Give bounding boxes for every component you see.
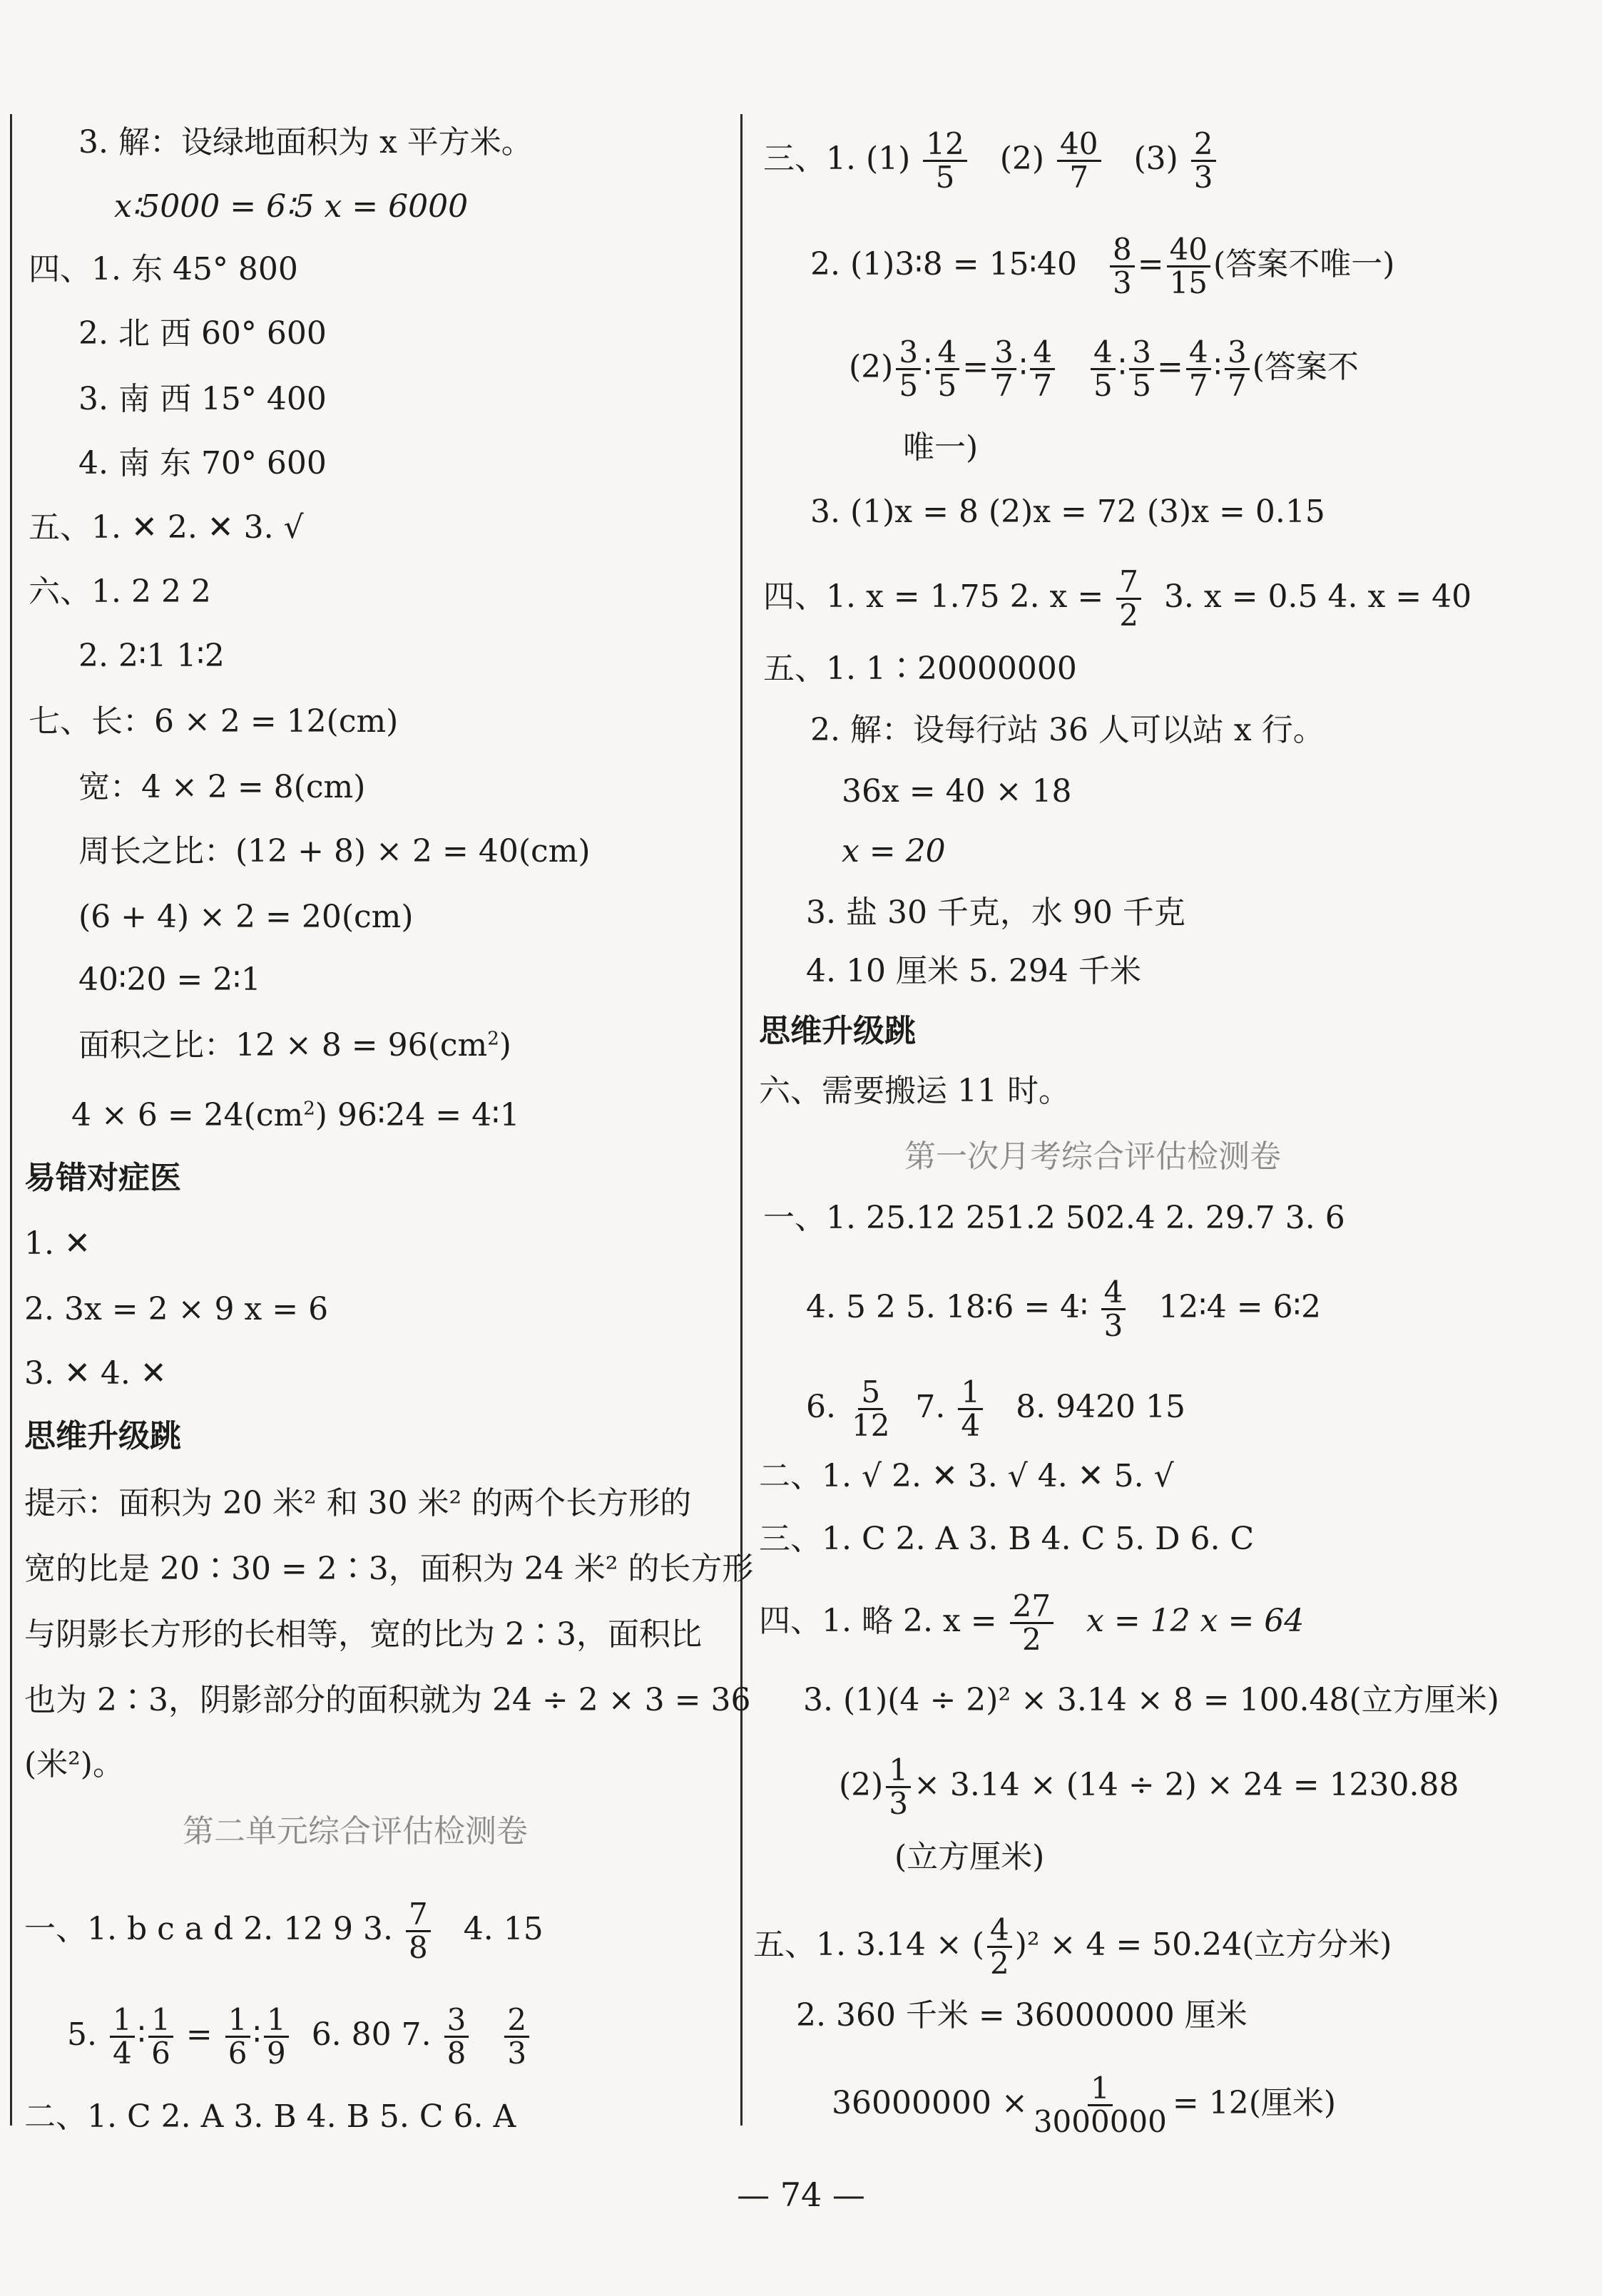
text-run: 12∶4 = 6∶2 xyxy=(1158,1289,1322,1326)
answer-line: 2. (1)3∶8 = 15∶40 $\frac{8}{3}$ = $\frac{40}{15}$ (答案不唯一) xyxy=(810,232,1395,301)
answer-line: 3. (1)x = 8 (2)x = 72 (3)x = 0.15 xyxy=(810,494,1325,530)
text-run: 一、1. b c a d 2. 12 9 3. xyxy=(24,1911,394,1948)
answer-line: 一、1. 25.12 251.2 502.4 2. 29.7 3. 6 xyxy=(763,1200,1345,1236)
text-run: 五、1. 3.14 × ( xyxy=(753,1927,984,1964)
answer-line: 2. 2∶1 1∶2 xyxy=(78,638,225,674)
answer-line: 3. ✕ 4. ✕ xyxy=(24,1355,167,1392)
page-number: — 74 — xyxy=(737,2175,865,2214)
text-run: 4. 5 2 5. 18∶6 = 4∶ xyxy=(806,1289,1088,1326)
text-run: 四、1. 略 2. x = xyxy=(759,1603,997,1640)
section-heading: 易错对症医 xyxy=(24,1160,181,1196)
answer-line: 4. 南 东 70° 600 xyxy=(78,445,327,481)
text-run: × 3.14 × (14 ÷ 2) × 24 = 1230.88 xyxy=(914,1767,1459,1804)
answer-line: 3. 南 西 15° 400 xyxy=(78,381,327,417)
fraction: $\frac{1}{6}$ xyxy=(148,2004,173,2069)
answer-line: 七、长：6 × 2 = 12(cm) xyxy=(29,703,399,740)
fraction: $\frac{7}{8}$ xyxy=(406,1899,431,1964)
fraction: $\frac{7}{2}$ xyxy=(1116,566,1141,631)
fraction: $\frac{27}{2}$ xyxy=(1010,1591,1053,1655)
text-run: 6. 80 7. xyxy=(311,2016,432,2053)
answer-line: 2. 北 西 60° 600 xyxy=(78,315,327,352)
answer-line xyxy=(763,128,1219,193)
fraction: $\frac{1}{3000000}$ xyxy=(1033,2071,1167,2140)
answer-line: 六、1. 2 2 2 xyxy=(29,573,211,610)
text-run: x = 12 x = 64 xyxy=(1086,1603,1305,1640)
text-run: 4. 15 xyxy=(463,1911,544,1948)
answer-line: 3. 盐 30 千克，水 90 千克 xyxy=(806,894,1185,931)
hint-paragraph-line: 也为 2∶3，阴影部分的面积就为 24 ÷ 2 × 3 = 36 xyxy=(24,1682,751,1718)
answer-line: 2. 360 千米 = 36000000 厘米 xyxy=(796,1997,1248,2034)
fraction: $\frac{3}{5}$ xyxy=(1129,337,1154,402)
answer-line xyxy=(839,1752,1459,1822)
fraction: $\frac{8}{3}$ xyxy=(1110,234,1135,299)
answer-line xyxy=(71,1096,520,1136)
text-run: 三、1. (1) xyxy=(763,141,911,178)
text-run: 2. (1)3∶8 = 15∶40 xyxy=(810,246,1077,283)
text-run: (答案不唯一) xyxy=(1213,246,1395,283)
answer-line xyxy=(806,1277,1321,1342)
fraction: $\frac{4}{5}$ xyxy=(935,337,960,402)
answer-line: 2. 解：设每行站 36 人可以站 x 行。 xyxy=(810,712,1325,748)
fraction: $\frac{2}{3}$ xyxy=(1191,128,1216,193)
answer-line: 36x = 40 × 18 xyxy=(842,773,1072,810)
fraction: $\frac{2}{3}$ xyxy=(504,2004,529,2069)
answer-line: 40∶20 = 2∶1 xyxy=(78,961,261,998)
answer-line: 3. 解：设绿地面积为 x 平方米。 xyxy=(78,124,533,160)
fraction: $\frac{40}{7}$ xyxy=(1057,128,1101,193)
text-run: 6. xyxy=(806,1389,836,1426)
answer-line: x∶5000 = 6∶5 x = 6000 xyxy=(114,188,469,225)
fraction: $\frac{3}{7}$ xyxy=(991,337,1016,402)
text-run: 5. xyxy=(67,2016,97,2053)
answer-line xyxy=(806,1374,1186,1444)
superscript: 2 xyxy=(303,1098,315,1120)
answer-line xyxy=(24,1899,544,1964)
exam-section-title: 第二单元综合评估检测卷 xyxy=(183,1813,528,1849)
fraction: $\frac{4}{2}$ xyxy=(987,1914,1012,1979)
fraction: $\frac{1}{3}$ xyxy=(886,1755,911,1820)
text-run: 36000000 × xyxy=(832,2085,1028,2122)
answer-line: 宽：4 × 2 = 8(cm) xyxy=(78,769,366,805)
fraction: $\frac{4}{3}$ xyxy=(1101,1277,1126,1342)
text-run: 8. 9420 15 xyxy=(1016,1389,1186,1426)
fraction: $\frac{5}{12}$ xyxy=(851,1374,890,1444)
answer-line: 三、1. C 2. A 3. B 4. C 5. D 6. C xyxy=(759,1521,1255,1557)
section-heading: 思维升级跳 xyxy=(759,1013,916,1049)
answer-line: 3. (1)(4 ÷ 2)² × 3.14 × 8 = 100.48(立方厘米) xyxy=(803,1682,1499,1718)
hint-paragraph-line: (米²)。 xyxy=(24,1746,124,1782)
answer-line: 二、1. C 2. A 3. B 4. B 5. C 6. A xyxy=(24,2098,516,2135)
text-run: (2) xyxy=(839,1767,884,1804)
answer-line xyxy=(753,1914,1392,1979)
fraction: $\frac{3}{7}$ xyxy=(1225,337,1250,402)
fraction: $\frac{12}{5}$ xyxy=(923,128,966,193)
answer-line xyxy=(832,2073,1336,2138)
fraction: $\frac{3}{8}$ xyxy=(444,2004,469,2069)
text-run: ) 96∶24 = 4∶1 xyxy=(315,1097,520,1133)
fraction: $\frac{1}{4}$ xyxy=(110,2004,135,2069)
answer-line: (2) $\frac{3}{5}$ ∶ $\frac{4}{5}$ = $\frac{3}{7}$ ∶ $\frac{4}{7}$ $\frac{4}{5}$ ∶ $\frac{3}{5}$ = $\frac{4}{7}$ ∶ $\frac{3}{7}$ (答案不 xyxy=(849,335,1359,404)
text-run: 3. x = 0.5 4. x = 40 xyxy=(1163,578,1472,616)
text-run: 7. xyxy=(915,1389,946,1426)
text-run: (答案不 xyxy=(1252,349,1359,386)
fraction: $\frac{1}{9}$ xyxy=(264,2004,289,2069)
hint-paragraph-line: 提示：面积为 20 米² 和 30 米² 的两个长方形的 xyxy=(24,1485,692,1521)
text-run: 面积之比：12 × 8 = 96(cm xyxy=(78,1027,488,1063)
fraction: $\frac{4}{7}$ xyxy=(1030,337,1055,402)
answer-line: 五、1. ✕ 2. ✕ 3. √ xyxy=(29,509,304,546)
answer-line: (6 + 4) × 2 = 20(cm) xyxy=(78,899,414,935)
answer-line: 周长之比：(12 + 8) × 2 = 40(cm) xyxy=(78,833,591,869)
hint-paragraph-line: 与阴影长方形的长相等，宽的比为 2∶3，面积比 xyxy=(24,1616,702,1653)
answer-line: 四、1. 东 45° 800 xyxy=(29,251,298,287)
fraction: $\frac{1}{6}$ xyxy=(225,2004,250,2069)
exam-section-title: 第一次月考综合评估检测卷 xyxy=(904,1138,1281,1175)
text-run: 4 × 6 = 24(cm xyxy=(71,1097,304,1133)
answer-line: 4. 10 厘米 5. 294 千米 xyxy=(806,953,1141,989)
text-run: = 12(厘米) xyxy=(1172,2085,1337,2122)
hint-paragraph-line: 宽的比是 20∶30 = 2∶3，面积为 24 米² 的长方形 xyxy=(24,1551,754,1587)
fraction: $\frac{4}{5}$ xyxy=(1091,337,1116,402)
text-run: (2) xyxy=(849,349,894,386)
section-heading: 思维升级跳 xyxy=(24,1418,181,1454)
text-run: ) xyxy=(499,1027,511,1063)
fraction: $\frac{3}{5}$ xyxy=(896,337,921,402)
answer-line: 唯一) xyxy=(903,429,979,466)
answer-line: 5. $\frac{1}{4}$ ∶ $\frac{1}{6}$ = $\frac{1}{6}$ ∶ $\frac{1}{9}$ 6. 80 7. $\frac{3}{8}$ $\frac{2}{3}$ xyxy=(67,2004,532,2069)
answer-line: (立方厘米) xyxy=(894,1839,1045,1875)
superscript: 2 xyxy=(487,1028,499,1050)
answer-line: 2. 3x = 2 × 9 x = 6 xyxy=(24,1291,329,1327)
text-run: )² × 4 = 50.24(立方分米) xyxy=(1014,1927,1392,1964)
answer-line: 六、需要搬运 11 时。 xyxy=(759,1073,1070,1109)
text-run: = xyxy=(185,2016,213,2053)
fraction: $\frac{1}{4}$ xyxy=(958,1377,983,1442)
answer-line xyxy=(763,566,1471,631)
text-run: 四、1. x = 1.75 2. x = xyxy=(763,578,1104,616)
answer-line: 1. ✕ xyxy=(24,1225,91,1262)
column-divider-rule xyxy=(740,114,743,2126)
fraction: $\frac{4}{7}$ xyxy=(1186,337,1211,402)
answer-line xyxy=(78,1026,511,1066)
answer-line: 五、1. 1∶20000000 xyxy=(763,650,1077,687)
text-run: (2) xyxy=(999,141,1045,178)
answer-line xyxy=(759,1588,1305,1658)
answer-line: x = 20 xyxy=(842,833,946,869)
text-run: (3) xyxy=(1133,141,1178,178)
left-margin-rule xyxy=(10,114,12,2126)
answer-line: 二、1. √ 2. ✕ 3. √ 4. ✕ 5. √ xyxy=(759,1458,1174,1494)
fraction: $\frac{40}{15}$ xyxy=(1167,234,1210,299)
